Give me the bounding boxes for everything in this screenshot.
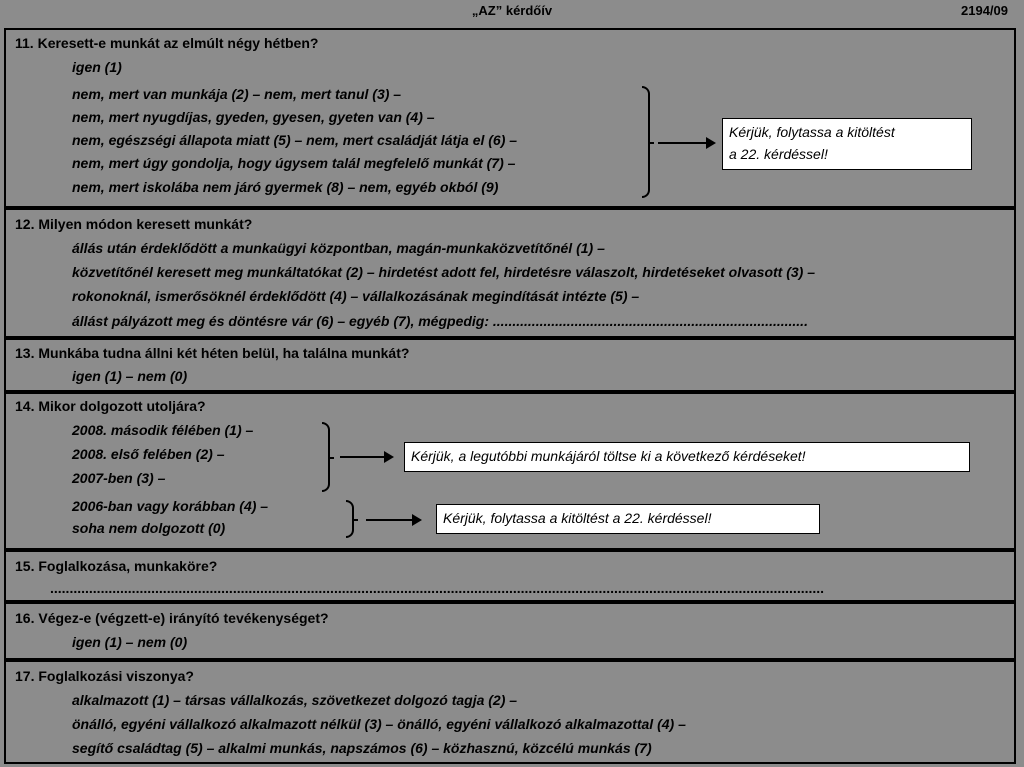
question-17-title: 17. Foglalkozási viszonya? — [15, 668, 194, 684]
question-17-section — [4, 660, 1016, 764]
q13-option[interactable]: igen (1) – nem (0) — [72, 368, 188, 384]
q14-option[interactable]: 2008. második félében (1) – — [72, 422, 254, 438]
q15-answer-line[interactable]: ....................................................................................................................................................................................................... — [50, 580, 825, 596]
question-16-title: 16. Végez-e (végzett-e) irányító tevékenységet? — [15, 610, 329, 626]
q11-option[interactable]: nem, mert van munkája (2) – nem, mert tanul (3) – — [72, 86, 402, 102]
q14-option[interactable]: 2008. első felében (2) – — [72, 446, 225, 462]
q17-option[interactable]: alkalmazott (1) – társas vállalkozás, szövetkezet dolgozó tagja (2) – — [72, 692, 518, 708]
question-12-section — [4, 208, 1016, 338]
q14-brace-b — [346, 500, 354, 538]
form-title: „AZ” kérdőív — [471, 3, 553, 18]
q11-option[interactable]: nem, mert nyugdíjas, gyeden, gyesen, gyeten van (4) – — [72, 109, 435, 125]
question-15-title: 15. Foglalkozása, munkaköre? — [15, 558, 218, 574]
question-13-title: 13. Munkába tudna állni két héten belül, ha találna munkát? — [15, 345, 410, 361]
q11-note-line: Kérjük, folytassa a kitöltést — [729, 124, 895, 140]
question-15-section — [4, 550, 1016, 602]
question-12-title: 12. Milyen módon keresett munkát? — [15, 216, 253, 232]
q11-option[interactable]: igen (1) — [72, 59, 122, 75]
q12-option[interactable]: rokonoknál, ismerősöknél érdeklődött (4) – vállalkozásának megindítását intézte (5) – — [72, 288, 640, 304]
q17-option[interactable]: önálló, egyéni vállalkozó alkalmazott nélkül (3) – önálló, egyéni vállalkozó alkalmazottal (4) – — [72, 716, 686, 732]
form-code: 2194/09 — [961, 3, 1008, 18]
q11-arrow-icon — [658, 142, 714, 144]
question-13-section — [4, 338, 1016, 392]
q14-instruction-note-a: Kérjük, a legutóbbi munkájáról töltse ki a következő kérdéseket! — [404, 442, 970, 472]
q14-arrow-a-icon — [340, 456, 392, 458]
q12-option[interactable]: állás után érdeklődött a munkaügyi központban, magán-munkaközvetítőnél (1) – — [72, 240, 605, 256]
question-14-section — [4, 392, 1016, 550]
q11-brace — [642, 86, 650, 198]
question-11-title: 11. Keresett-e munkát az elmúlt négy hétben? — [15, 35, 319, 51]
q14-option[interactable]: 2007-ben (3) – — [72, 470, 166, 486]
q14-option[interactable]: soha nem dolgozott (0) — [72, 520, 226, 536]
q17-option[interactable]: segítő családtag (5) – alkalmi munkás, napszámos (6) – közhasznú, közcélú munkás (7) — [72, 740, 652, 756]
q12-option[interactable]: közvetítőnél keresett meg munkáltatókat (2) – hirdetést adott fel, hirdetésre válaszolt, hirdetéseket olvasott (3) – — [72, 264, 815, 280]
q14-option[interactable]: 2006-ban vagy korábban (4) – — [72, 498, 269, 514]
q11-option[interactable]: nem, mert iskolába nem járó gyermek (8) – nem, egyéb okból (9) — [72, 179, 499, 195]
q14-brace-a — [322, 422, 330, 492]
q16-option[interactable]: igen (1) – nem (0) — [72, 634, 188, 650]
question-14-title: 14. Mikor dolgozott utoljára? — [15, 398, 206, 414]
q11-instruction-note — [722, 118, 972, 170]
q11-note-line: a 22. kérdéssel! — [729, 146, 828, 162]
q14-arrow-b-icon — [366, 519, 420, 521]
q12-option[interactable]: állást pályázott meg és döntésre vár (6) – egyéb (7), mégpedig: ................................................................................. — [72, 313, 808, 329]
q11-option[interactable]: nem, mert úgy gondolja, hogy úgysem talál megfelelő munkát (7) – — [72, 155, 516, 171]
q14-instruction-note-b: Kérjük, folytassa a kitöltést a 22. kérdéssel! — [436, 504, 820, 534]
q11-option[interactable]: nem, egészségi állapota miatt (5) – nem, mert családját látja el (6) – — [72, 132, 518, 148]
question-11-section — [4, 28, 1016, 208]
question-16-section — [4, 602, 1016, 660]
